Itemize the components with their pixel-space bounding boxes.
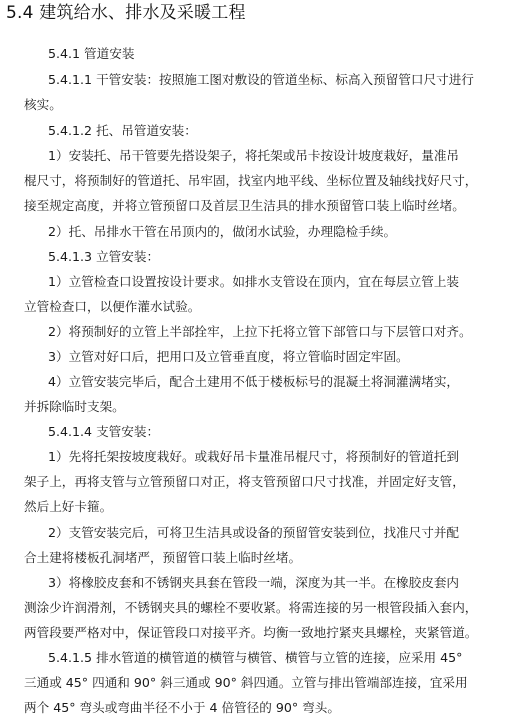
support-item-1-line2: 棍尺寸，将预制好的管道托、吊牢固，找室内地平线、坐标位置及轴线找好尺寸，: [24, 173, 478, 188]
heading-5-4-1: 5.4.1 管道安装: [48, 46, 135, 61]
riser-item-4-line1: 4）立管安装完毕后，配合土建用不低于楼板标号的混凝土将洞灌满堵实，: [48, 374, 460, 389]
riser-item-3: 3）立管对好口后，把用口及立管垂直度，将立管临时固定牢固。: [48, 349, 409, 364]
heading-5-4-1-2: 5.4.1.2 托、吊管道安装：: [48, 123, 197, 138]
heading-5-4-1-3: 5.4.1.3 立管安装：: [48, 249, 160, 264]
section-title: 5.4 建筑给水、排水及采暖工程: [6, 3, 246, 23]
branch-item-2-line2: 合土建将楼板孔洞堵严，预留管口装上临时丝堵。: [24, 550, 302, 565]
branch-item-2-line1: 2）支管安装完后，可将卫生洁具或设备的预留管安装到位，找准尺寸并配: [48, 525, 460, 540]
branch-item-1-line3: 然后上好卡箍。: [24, 499, 113, 514]
paragraph-5-4-1-5-line2: 三通或 45° 四通和 90° 斜三通或 90° 斜四通。立管与排出管端部连接，宜采用: [24, 675, 468, 690]
riser-item-1-line1: 1）立管检查口设置按设计要求。如排水支管设在顶内，宜在每层立管上装: [48, 274, 460, 289]
branch-item-1-line2: 架子上，再将支管与立管预留口对正，将支管预留口尺寸找准，并固定好支管，: [24, 474, 465, 489]
paragraph-5-4-1-5-line1: 5.4.1.5 排水管道的横管道的横管与横管、横管与立管的连接，应采用 45°: [48, 650, 463, 665]
riser-item-1-line2: 立管检查口，以便作灌水试验。: [24, 299, 201, 314]
branch-item-3-line1: 3）将橡胶皮套和不锈钢夹具套在管段一端，深度为其一半。在橡胶皮套内: [48, 575, 460, 590]
support-item-1-line3: 接至规定高度，并将立管预留口及首层卫生洁具的排水预留管口装上临时丝堵。: [24, 198, 465, 213]
riser-item-4-line2: 并拆除临时支架。: [24, 399, 125, 414]
paragraph-5-4-1-1-line2: 核实。: [24, 97, 62, 112]
paragraph-5-4-1-1-line1: 5.4.1.1 干管安装：按照施工图对敷设的管道坐标、标高入预留管口尺寸进行: [48, 72, 474, 87]
support-item-1-line1: 1）安装托、吊干管要先搭设架子，将托架或吊卡按设计坡度栽好，量准吊: [48, 148, 460, 163]
riser-item-2: 2）将预制好的立管上半部拴牢，上拉下托将立管下部管口与下层管口对齐。: [48, 324, 472, 339]
heading-5-4-1-4: 5.4.1.4 支管安装：: [48, 424, 160, 439]
branch-item-3-line3: 两管段要严格对中，保证管段口对接平齐。均衡一致地拧紧夹具螺栓，夹紧管道。: [24, 625, 478, 640]
branch-item-3-line2: 测涂少许润滑剂，不锈钢夹具的螺栓不要收紧。将需连接的另一根管段插入套内，: [24, 600, 478, 615]
branch-item-1-line1: 1）先将托架按坡度栽好。或栽好吊卡量准吊棍尺寸，将预制好的管道托到: [48, 449, 460, 464]
support-item-2: 2）托、吊排水干管在吊顶内的，做闭水试验，办理隐检手续。: [48, 224, 397, 239]
paragraph-5-4-1-5-line3: 两个 45° 弯头或弯曲半径不小于 4 倍管径的 90° 弯头。: [24, 700, 340, 715]
